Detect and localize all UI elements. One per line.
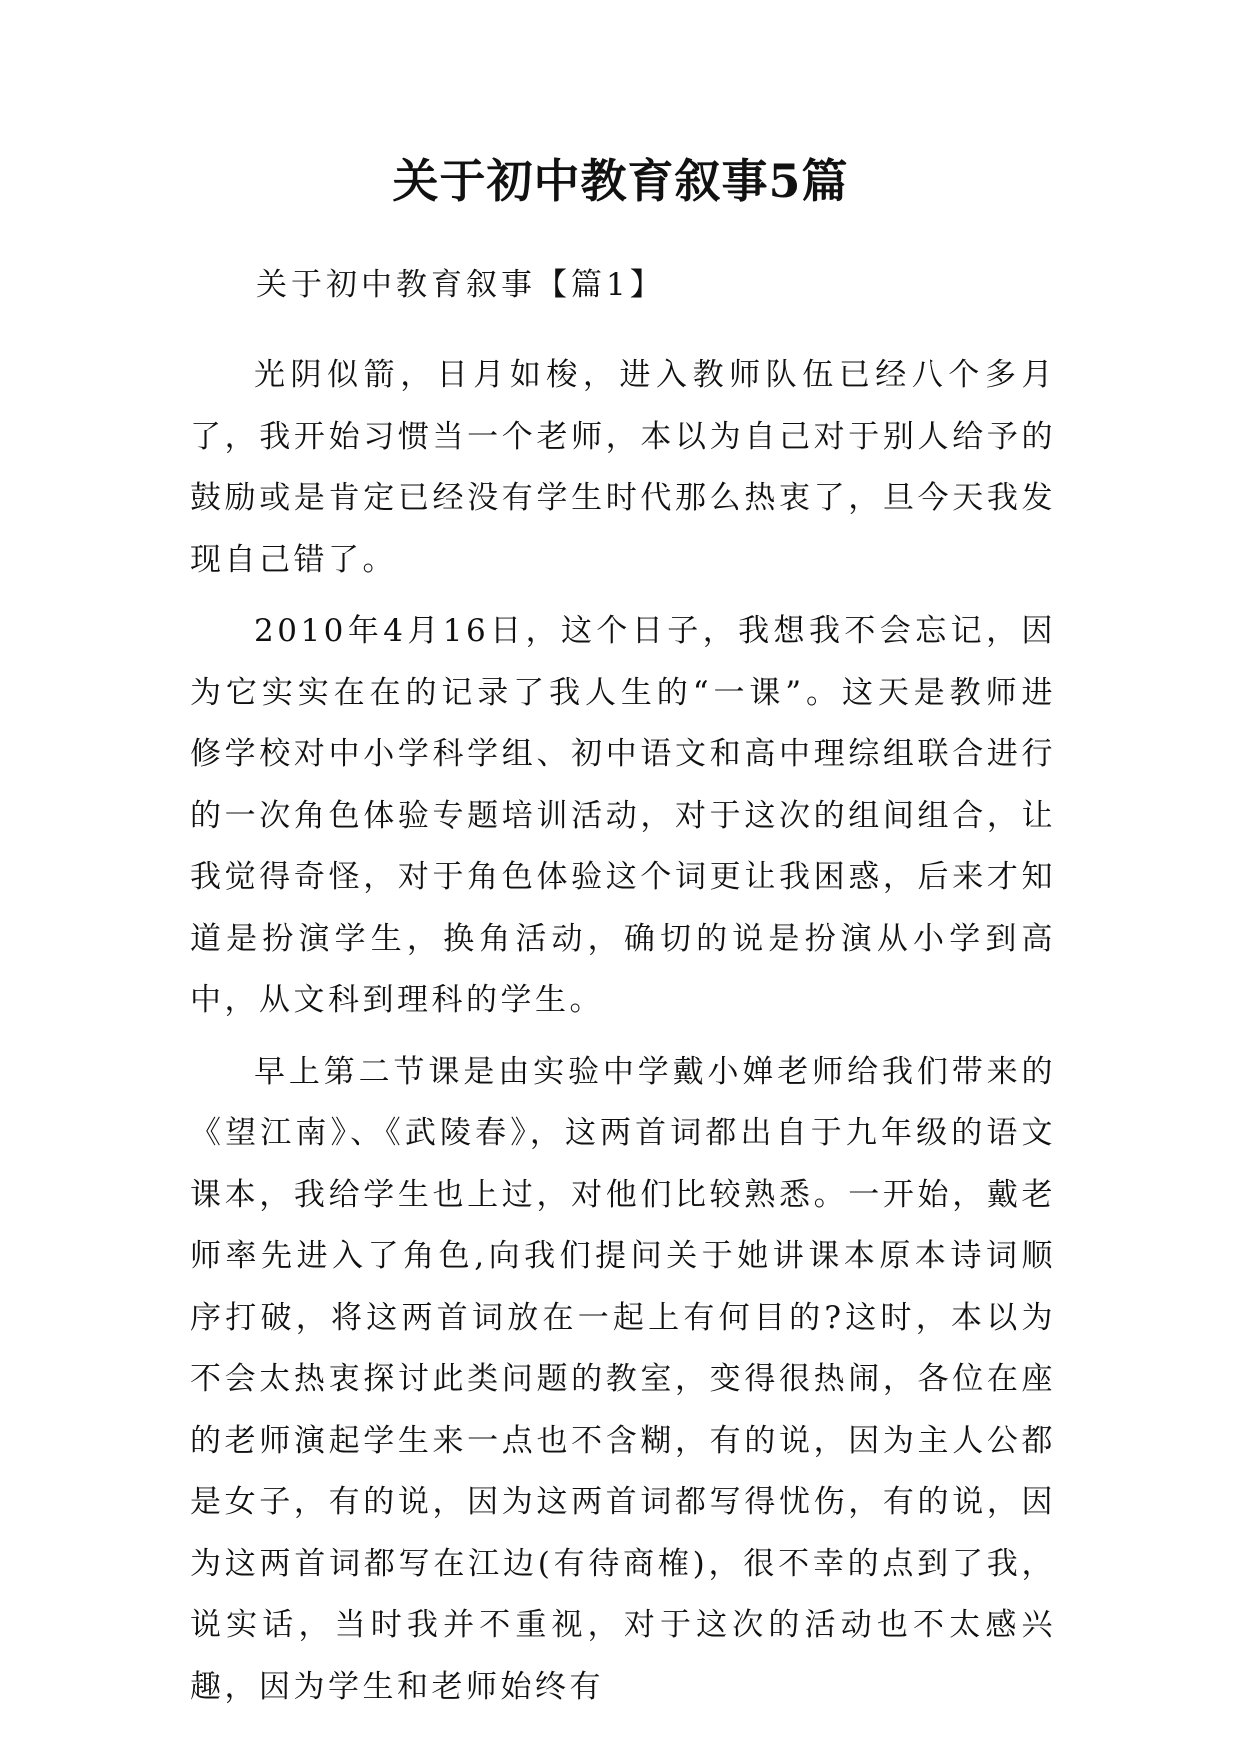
document-title: 关于初中教育叙事5篇 [392,154,849,208]
paragraph: 早上第二节课是由实验中学戴小婵老师给我们带来的《望江南》、《武陵春》，这两首词都出自于九年级的语文课本，我给学生也上过，对他们比较熟悉。一开始，戴老师率先进入了角色,向我们提问关于她讲课本原本诗词顺序打破，将这两首词放在一起上有何目的?这时，本以为不会太热衷探讨此类问题的教室，变得很热闹，各位在座的老师演起学生来一点也不含糊，有的说，因为主人公都是女子，有的说，因为这两首词都写得忧伤，有的说，因为这两首词都写在江边(有待商榷)，很不幸的点到了我，说实话，当时我并不重视，对于这次的活动也不太感兴趣，因为学生和老师始终有 [190,1053,1056,1705]
paragraph: 2010年4月16日，这个日子，我想我不会忘记，因为它实实在在的记录了我人生的“一课”。这天是教师进修学校对中小学科学组、初中语文和高中理综组联合进行的一次角色体验专题培训活动，对于这次的组间组合，让我觉得奇怪，对于角色体验这个词更让我困惑，后来才知道是扮演学生，换角活动，确切的说是扮演从小学到高中，从文科到理科的学生。 [190,613,1056,1018]
document-body [190,345,1056,1728]
section-heading: 关于初中教育叙事【篇1】 [256,267,665,303]
paragraph: 光阴似箭，日月如梭，进入教师队伍已经八个多月了，我开始习惯当一个老师，本以为自己对于别人给予的鼓励或是肯定已经没有学生时代那么热衷了，旦今天我发现自己错了。 [190,357,1056,578]
